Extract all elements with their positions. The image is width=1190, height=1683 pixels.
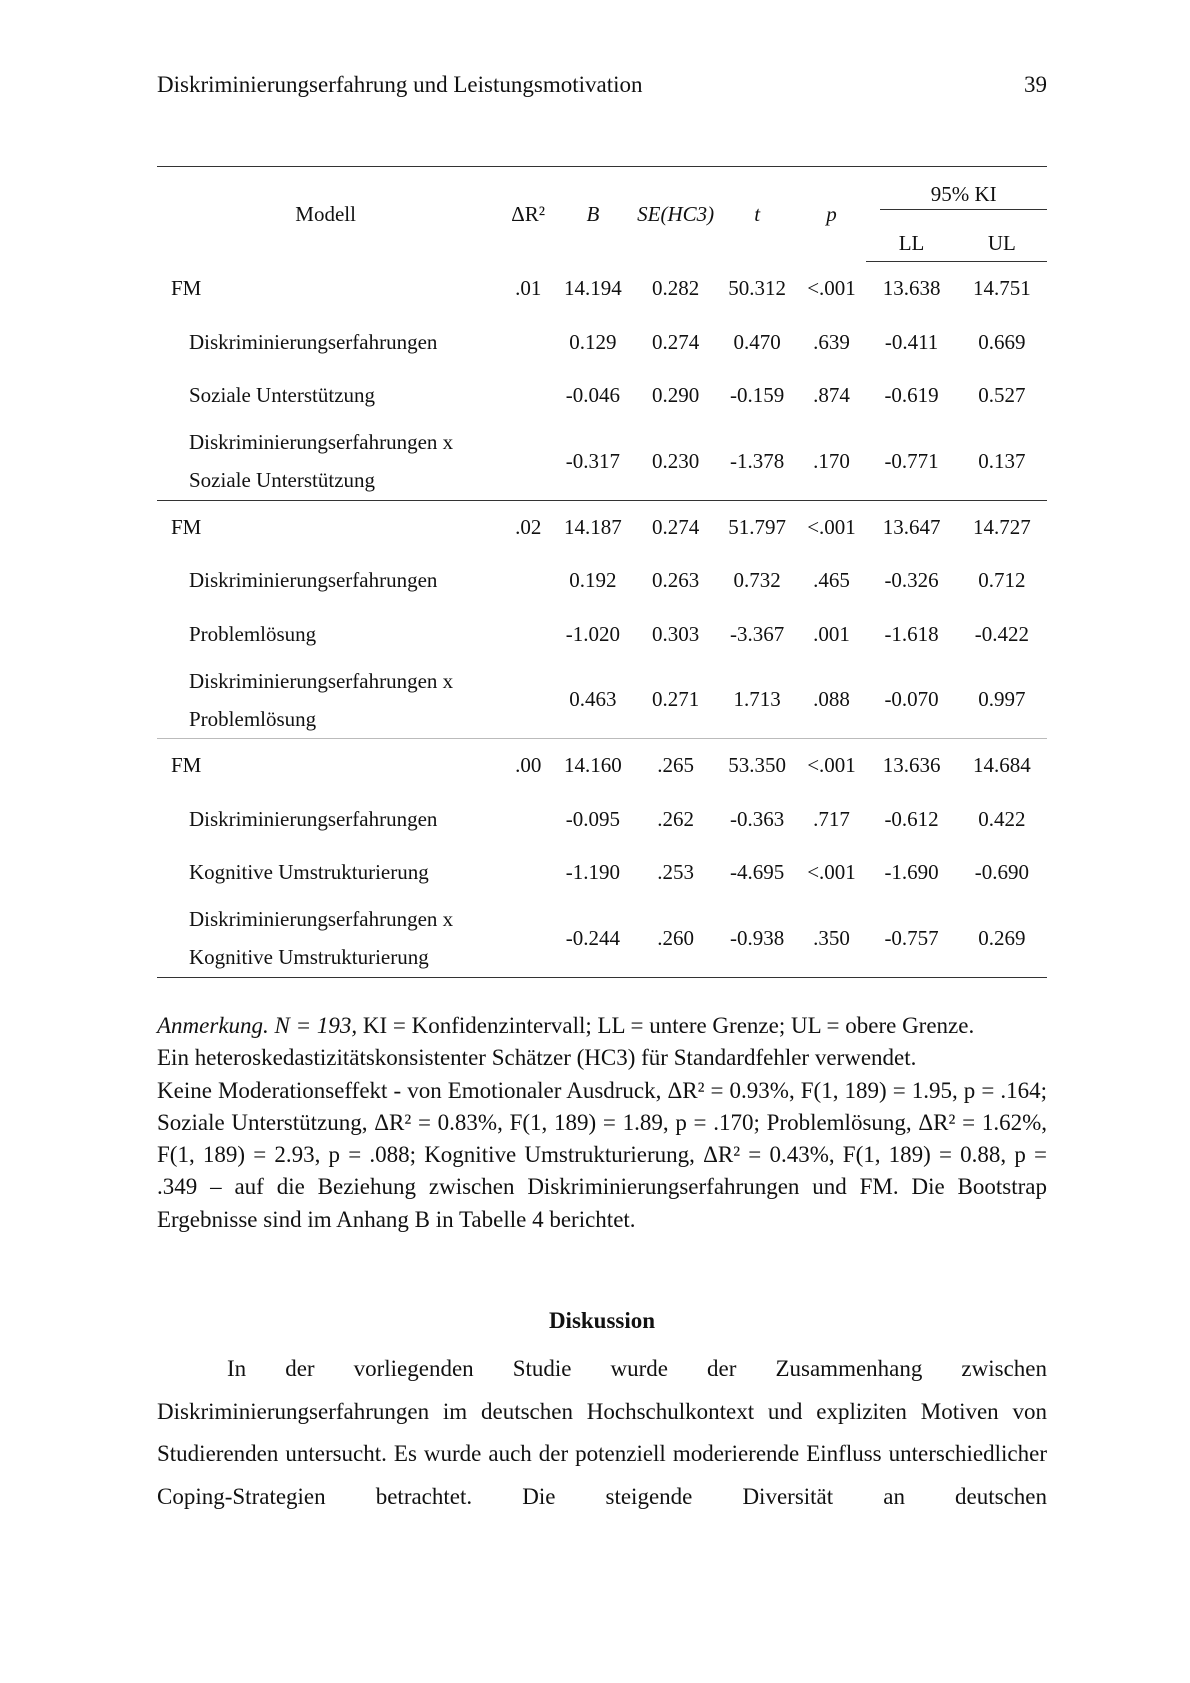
cell-delta-r2: .00: [515, 753, 542, 778]
table-row: [157, 846, 1047, 900]
cell-ll: -0.411: [884, 329, 939, 354]
cell-ll: -0.619: [884, 383, 939, 408]
cell-b: 14.187: [564, 514, 622, 539]
model-label: FM: [171, 514, 202, 539]
cell-se: 0.263: [652, 568, 700, 593]
table-row: [157, 793, 1047, 847]
cell-ul: 0.997: [957, 661, 1047, 739]
header-ki: [866, 167, 1047, 226]
cell-b: -0.046: [565, 383, 621, 408]
cell-ll: -0.070: [866, 661, 956, 739]
cell-se: .253: [657, 860, 695, 885]
cell-p: .350: [797, 900, 867, 978]
page-number: 39: [1024, 72, 1047, 97]
cell-b: 0.192: [569, 568, 617, 593]
predictor-label: [157, 661, 504, 739]
cell-b: 14.194: [564, 276, 622, 300]
table-row-interaction: [157, 661, 1047, 739]
cell-ll: -1.690: [884, 860, 939, 885]
cell-b: -0.095: [565, 806, 621, 831]
cell-ul: 0.422: [978, 806, 1026, 831]
model-label: FM: [171, 753, 202, 778]
header-model: Modell: [157, 167, 504, 262]
section-heading: Diskussion: [548, 1308, 656, 1333]
cell-ul: 14.751: [972, 276, 1031, 301]
cell-p: .874: [813, 383, 850, 408]
header-ul: UL: [957, 225, 1047, 262]
header-ll: LL: [866, 225, 956, 262]
cell-p: .717: [813, 806, 850, 831]
cell-p: .170: [797, 423, 867, 501]
cell-b: -1.020: [565, 621, 621, 646]
cell-se: 0.274: [652, 514, 700, 539]
cell-ul: 0.669: [978, 329, 1026, 354]
cell-ul: 0.269: [957, 900, 1047, 978]
cell-t: 1.713: [718, 661, 797, 739]
cell-b: -0.317: [552, 423, 634, 501]
table-row: [157, 608, 1047, 662]
cell-p: <.001: [807, 276, 856, 300]
cell-se: 0.282: [652, 276, 700, 300]
predictor-label-line1: Diskriminierungserfahrungen x: [189, 907, 454, 931]
cell-delta-r2: .01: [515, 276, 542, 300]
cell-ul: 0.712: [978, 568, 1026, 593]
cell-t: -1.378: [718, 423, 797, 501]
header-t: t: [718, 167, 797, 262]
cell-p: <.001: [807, 860, 856, 885]
table-header-row: [157, 167, 1047, 226]
note-paragraph: Keine Moderationseffekt - von Emotionaler Ausdruck, ΔR² = 0.93%, F(1, 189) = 1.95, p = .164; Soziale Unterstützung, ΔR² = 0.83%, F(1, 189) = 1.89, p = .170; Problemlösung, ΔR² = 1.62%, F(1, 189) = 2.93, p = .088; Kognitive Umstrukturierung, ΔR² = 0.43%, F(1, 189) = 0.88, p = .349 – auf die Beziehung zwischen Diskriminierungserfahrungen und FM. Die Bootstrap Ergebnisse sind im Anhang B in Tabelle 4 berichtet.: [157, 1077, 1047, 1232]
cell-se: .260: [634, 900, 718, 978]
cell-t: -0.363: [729, 806, 785, 831]
cell-ll: -1.618: [884, 621, 939, 646]
cell-p: .088: [797, 661, 867, 739]
cell-se: 0.274: [652, 329, 700, 354]
table-note: [157, 1010, 1047, 1236]
cell-se: .262: [657, 806, 695, 831]
predictor-label: Soziale Unterstützung: [189, 383, 376, 408]
predictor-label: Diskriminierungserfahrungen: [189, 806, 438, 831]
predictor-label-line2: Problemlösung: [189, 706, 317, 731]
note-label: Anmerkung.: [157, 1013, 269, 1038]
cell-t: 0.470: [733, 329, 781, 354]
predictor-label: Problemlösung: [189, 621, 317, 646]
running-head: [157, 72, 1047, 98]
header-se: SE(HC3): [634, 167, 718, 262]
predictor-label: Diskriminierungserfahrungen: [189, 568, 438, 593]
cell-se: 0.290: [652, 383, 700, 408]
cell-ul: 14.684: [972, 753, 1031, 778]
cell-t: -0.938: [718, 900, 797, 978]
cell-t: -4.695: [729, 860, 785, 885]
cell-b: 0.129: [569, 329, 617, 354]
section-body: In der vorliegenden Studie wurde der Zusammenhang zwischen Diskriminierungserfahrungen im deutschen Hochschulkontext und expliziten Motiven von Studierenden untersucht. Es wurde auch der potenziell moderierende Einfluss unterschiedlicher Coping-Strategien betrachtet. Die steigende Diversität an deutschen: [157, 1356, 1047, 1509]
predictor-label: Diskriminierungserfahrungen: [189, 329, 438, 354]
cell-ul: 14.727: [972, 514, 1031, 539]
predictor-label: Kognitive Umstrukturierung: [189, 860, 429, 885]
cell-ul: 0.527: [978, 383, 1026, 408]
table-row-model: [157, 262, 1047, 316]
cell-ll: 13.647: [882, 514, 941, 539]
predictor-label-line2: Soziale Unterstützung: [189, 468, 376, 492]
cell-t: -0.159: [729, 383, 785, 408]
cell-t: 53.350: [728, 753, 786, 778]
cell-p: .639: [813, 329, 850, 354]
cell-p: <.001: [807, 514, 856, 539]
note-line1-rest: KI = Konfidenzintervall; LL = untere Grenze; UL = obere Grenze.: [362, 1013, 975, 1038]
cell-ul: -0.422: [974, 621, 1029, 646]
cell-p: <.001: [807, 753, 856, 778]
cell-ul: 0.137: [957, 423, 1047, 501]
header-ki-label: 95% KI: [880, 182, 1047, 210]
header-b: B: [552, 167, 634, 262]
note-line1: [157, 1010, 1047, 1042]
cell-b: 0.463: [552, 661, 634, 739]
predictor-label-line1: Diskriminierungserfahrungen x: [189, 668, 454, 693]
cell-se: .265: [657, 753, 695, 778]
table-row: [157, 554, 1047, 608]
cell-ll: -0.757: [866, 900, 956, 978]
cell-p: .465: [813, 568, 850, 593]
predictor-label: [157, 900, 504, 978]
model-label: FM: [171, 276, 202, 300]
table-row-interaction: [157, 900, 1047, 978]
cell-p: .001: [813, 621, 850, 646]
running-head-title: Diskriminierungserfahrung und Leistungsmotivation: [157, 72, 643, 97]
cell-se: 0.230: [634, 423, 718, 501]
table-row: [157, 369, 1047, 423]
cell-se: 0.271: [634, 661, 718, 739]
table-row-model: [157, 739, 1047, 793]
predictor-label-line1: Diskriminierungserfahrungen x: [189, 430, 454, 454]
cell-b: 14.160: [564, 753, 622, 778]
cell-ll: -0.326: [884, 568, 939, 593]
table-row: [157, 316, 1047, 370]
regression-table: [157, 166, 1047, 978]
cell-t: 50.312: [728, 276, 786, 300]
cell-ll: 13.636: [882, 753, 941, 778]
cell-b: -0.244: [552, 900, 634, 978]
cell-t: -3.367: [729, 621, 785, 646]
table-row-interaction: [157, 423, 1047, 501]
table-row-model: [157, 500, 1047, 554]
header-p: p: [797, 167, 867, 262]
note-n: N = 193,: [274, 1013, 358, 1038]
cell-ll: 13.638: [882, 276, 941, 301]
predictor-label: [157, 423, 504, 501]
cell-t: 0.732: [733, 568, 781, 593]
note-line2: Ein heteroskedastizitätskonsistenter Schätzer (HC3) für Standardfehler verwendet.: [157, 1045, 917, 1071]
cell-b: -1.190: [565, 860, 621, 885]
predictor-label-line2: Kognitive Umstrukturierung: [189, 945, 429, 969]
header-delta-r2: ΔR²: [504, 167, 552, 262]
cell-delta-r2: .02: [515, 514, 542, 539]
cell-ll: -0.612: [884, 806, 939, 831]
cell-t: 51.797: [728, 514, 786, 539]
cell-se: 0.303: [652, 621, 700, 646]
cell-ll: -0.771: [866, 423, 956, 501]
cell-ul: -0.690: [974, 860, 1029, 885]
